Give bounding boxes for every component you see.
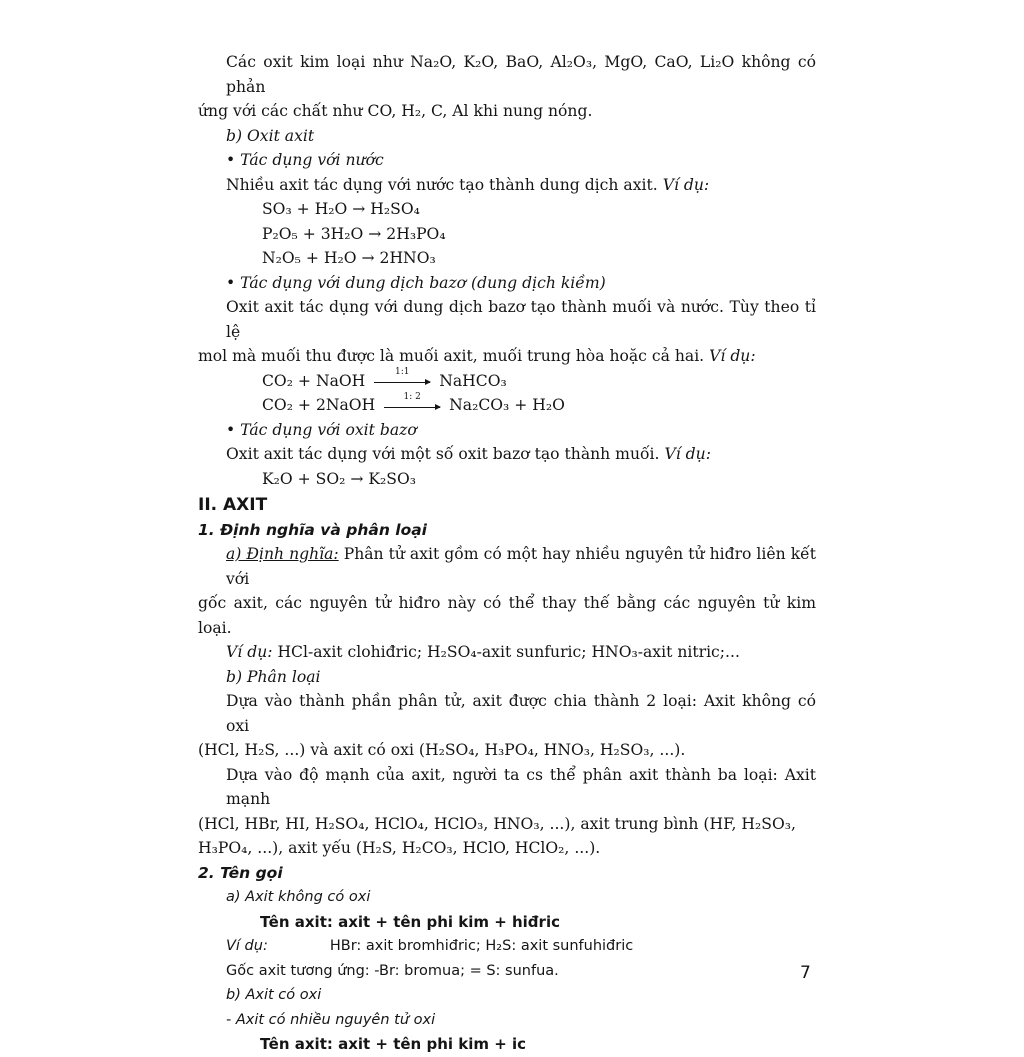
reaction-arrow — [374, 367, 430, 383]
subsection-definition: 1. Định nghĩa và phân loại — [198, 520, 427, 539]
example-label: Ví dụ: — [709, 347, 756, 365]
equation: N₂O₅ + H₂O → 2HNO₃ — [262, 249, 436, 267]
text-line: H₃PO₄, ...), axit yếu (H₂S, H₂CO₃, HClO, HClO₂, ...). — [198, 839, 601, 857]
equation: P₂O₅ + 3H₂O → 2H₃PO₄ — [262, 224, 446, 243]
example-label: Ví dụ: — [226, 938, 268, 954]
text-line: Dựa vào thành phần phân tử, axit được chia thành 2 loại: Axit không có oxi — [226, 692, 816, 735]
example-label: Ví dụ: — [226, 643, 273, 661]
bullet-base-solution: • Tác dụng với dung dịch bazơ (dung dịch kiềm) — [226, 273, 606, 292]
text-line — [226, 640, 816, 665]
section-heading-axit: II. AXIT — [198, 495, 268, 515]
text: mol mà muối thu được là muối axit, muối trung hòa hoặc cả hai. — [198, 347, 705, 365]
definition-label: a) Định nghĩa: — [226, 545, 339, 563]
text-line — [198, 344, 816, 369]
text: Phân tử axit gồm có một hay nhiều nguyên tử hiđro liên kết với — [226, 545, 817, 588]
bullet-base-oxide: • Tác dụng với oxit bazơ — [226, 420, 417, 439]
text-line: Gốc axit tương ứng: -Br: bromua; = S: sunfua. — [226, 962, 559, 979]
ratio-label: 1:1 — [395, 367, 410, 377]
text-line: (HCl, H₂S, ...) và axit có oxi (H₂SO₄, H₃PO₄, HNO₃, H₂SO₃, ...). — [198, 741, 686, 759]
example-label: Ví dụ: — [662, 175, 710, 194]
eq-left: CO₂ + NaOH — [262, 371, 366, 390]
text-line: gốc axit, các nguyên tử hiđro này có thể thay thế bằng các nguyên tử kim loại. — [198, 594, 816, 637]
text: Oxit axit tác dụng với một số oxit bazơ tạo thành muối. — [226, 445, 660, 463]
text-line — [226, 173, 816, 198]
subheading-with-oxygen: b) Axit có oxi — [226, 987, 322, 1003]
text-line — [226, 542, 816, 591]
subheading-many-oxygen: - Axit có nhiều nguyên tử oxi — [226, 1011, 436, 1028]
text-line: Dựa vào độ mạnh của axit, người ta cs thể phân axit thành ba loại: Axit mạnh — [226, 765, 816, 808]
reaction-arrow — [384, 391, 440, 408]
text: HCl-axit clohiđric; H₂SO₄-axit sunfuric; HNO₃-axit nitric;... — [272, 643, 740, 661]
equation: K₂O + SO₂ → K₂SO₃ — [262, 469, 416, 488]
book-page — [168, 0, 1024, 1053]
equation: SO₃ + H₂O → H₂SO₄ — [262, 200, 420, 218]
bullet-water: • Tác dụng với nước — [226, 151, 384, 169]
text-line — [226, 442, 816, 467]
eq-left: CO₂ + 2NaOH — [262, 396, 376, 414]
text-line: (HCl, HBr, HI, H₂SO₄, HClO₄, HClO₃, HNO₃, ...), axit trung bình (HF, H₂SO₃, — [198, 814, 796, 833]
text: Nhiều axit tác dụng với nước tạo thành dung dịch axit. — [226, 175, 658, 194]
text-line — [226, 934, 816, 959]
page-number: 7 — [800, 963, 811, 983]
page-content — [198, 50, 817, 1057]
equation-ratio-2 — [226, 393, 816, 418]
equation-ratio-1 — [226, 369, 816, 394]
text: HBr: axit bromhiđric; H₂S: axit sunfuhiđric — [329, 938, 634, 954]
naming-formula-1: Tên axit: axit + tên phi kim + hiđric — [260, 912, 560, 931]
example-label: Ví dụ: — [664, 445, 711, 463]
ratio-label: 1: 2 — [403, 391, 421, 402]
subheading-no-oxygen: a) Axit không có oxi — [226, 889, 371, 905]
eq-right: Na₂CO₃ + H₂O — [449, 396, 565, 414]
text-line: Các oxit kim loại như Na₂O, K₂O, BaO, Al₂O₃, MgO, CaO, Li₂O không có phản — [226, 53, 816, 96]
subheading-classify: b) Phân loại — [226, 667, 321, 686]
subsection-naming: 2. Tên gọi — [198, 863, 283, 882]
left-gutter — [0, 0, 168, 1024]
subheading-oxit-axit: b) Oxit axit — [226, 126, 315, 145]
eq-right: NaHCO₃ — [439, 371, 507, 390]
text-line: ứng với các chất như CO, H₂, C, Al khi nung nóng. — [198, 102, 593, 120]
text-line: Oxit axit tác dụng với dung dịch bazơ tạo thành muối và nước. Tùy theo tỉ lệ — [226, 298, 816, 341]
naming-formula-2: Tên axit: axit + tên phi kim + ic — [260, 1035, 527, 1053]
